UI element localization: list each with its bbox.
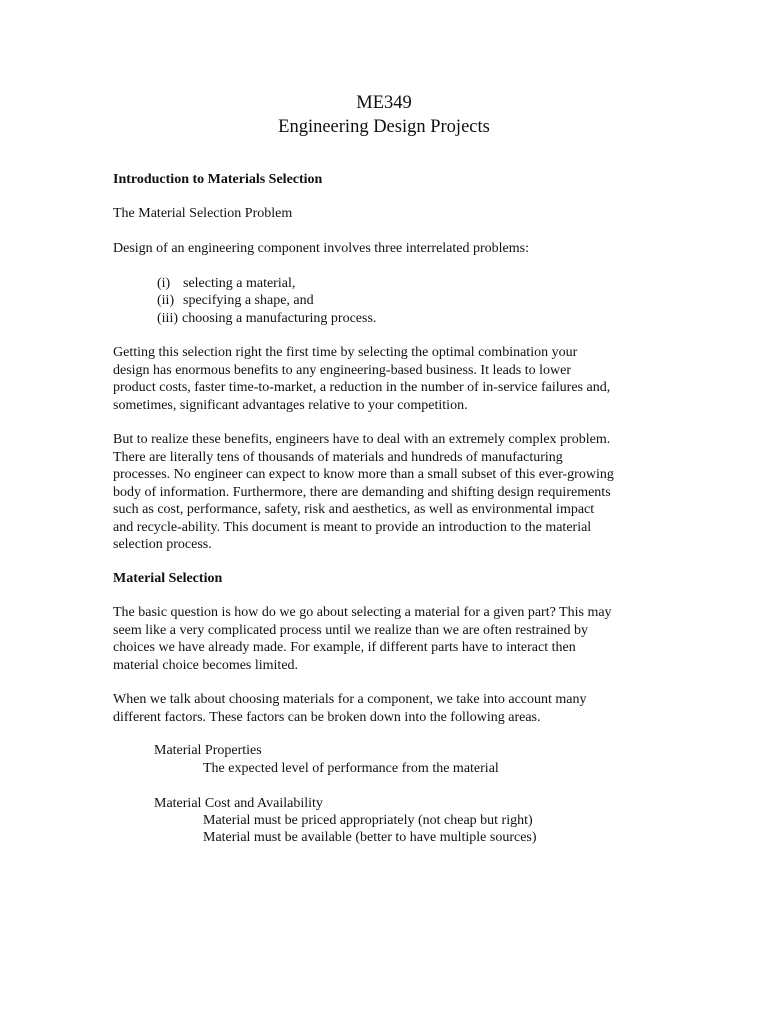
list-text: specifying a shape, and — [183, 293, 314, 308]
document-title: Engineering Design Projects — [278, 117, 490, 137]
section-heading-intro: Introduction to Materials Selection — [113, 172, 323, 187]
list-number: (ii) — [157, 293, 175, 308]
text-line: body of information. Furthermore, there are demanding and shifting design requirements — [113, 484, 611, 500]
text-line: Getting this selection right the first time by selecting the optimal combination your — [113, 345, 578, 360]
list-text: selecting a material, — [183, 276, 296, 291]
text-line: such as cost, performance, safety, risk and aesthetics, as well as environmental impact — [113, 502, 595, 517]
text-line: and recycle-ability. This document is meant to provide an introduction to the material — [113, 519, 592, 535]
course-code: ME349 — [356, 93, 412, 113]
intro-paragraph-2 — [113, 431, 673, 554]
list-item — [157, 310, 376, 328]
list-number: (iii) — [157, 311, 178, 326]
list-text: choosing a manufacturing process. — [182, 311, 377, 326]
factor-detail: Material must be priced appropriately (not cheap but right) — [203, 813, 533, 828]
list-number: (i) — [157, 276, 171, 291]
text-line: different factors. These factors can be broken down into the following areas. — [113, 709, 541, 725]
section-heading-selection: Material Selection — [113, 571, 223, 586]
text-line: choices we have already made. For example, if different parts have to interact then — [113, 640, 576, 655]
intro-paragraph-1 — [113, 344, 673, 414]
text-line: When we talk about choosing materials for a component, we take into account many — [113, 692, 587, 707]
intro-lead: Design of an engineering component involves three interrelated problems: — [113, 241, 529, 256]
text-line: design has enormous benefits to any engineering-based business. It leads to lower — [113, 362, 572, 378]
text-line: The basic question is how do we go about selecting a material for a given part? This may — [113, 605, 612, 620]
factor-detail: Material must be available (better to have multiple sources) — [203, 830, 537, 845]
text-line: seem like a very complicated process until we realize than we are often restrained by — [113, 622, 589, 638]
factor-name: Material Properties — [154, 743, 262, 758]
text-line: selection process. — [113, 537, 212, 552]
text-line: product costs, faster time-to-market, a reduction in the number of in-service failures and, — [113, 380, 611, 395]
text-line: sometimes, significant advantages relative to your competition. — [113, 397, 468, 413]
text-line: processes. No engineer can expect to know more than a small subset of this ever-growing — [113, 467, 614, 482]
factor-detail: The expected level of performance from the material — [203, 761, 499, 776]
factor-name: Material Cost and Availability — [154, 796, 323, 811]
list-item — [157, 275, 295, 293]
subheading-problem: The Material Selection Problem — [113, 206, 293, 221]
selection-paragraph-1 — [113, 604, 673, 674]
selection-paragraph-2 — [113, 691, 673, 726]
text-line: There are literally tens of thousands of materials and hundreds of manufacturing — [113, 449, 563, 465]
list-item — [157, 292, 314, 310]
text-line: material choice becomes limited. — [113, 657, 299, 673]
text-line: But to realize these benefits, engineers have to deal with an extremely complex problem. — [113, 432, 611, 447]
